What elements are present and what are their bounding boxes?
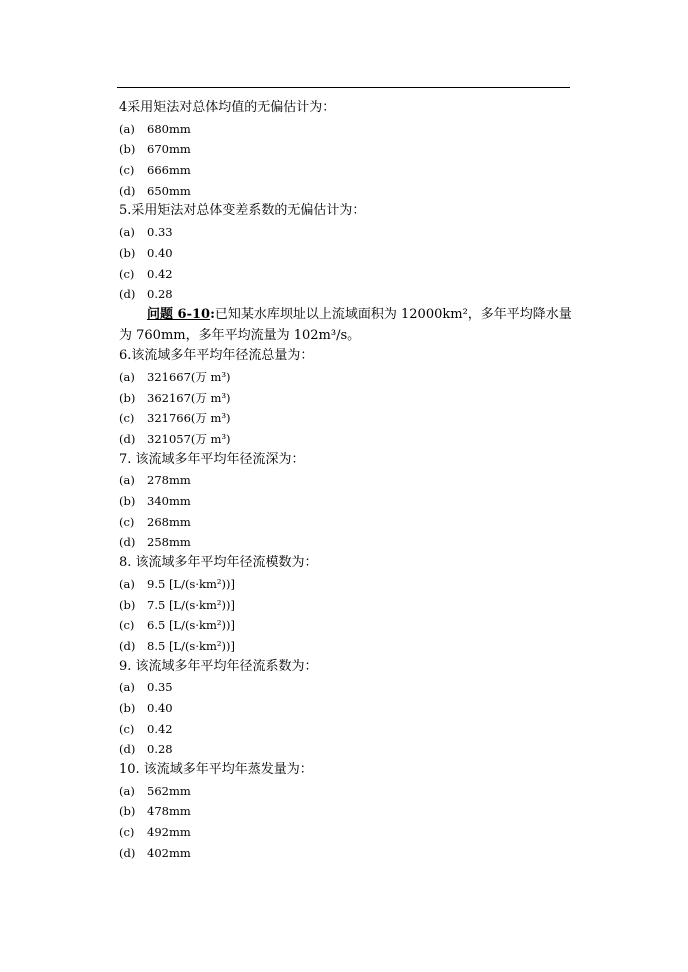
question-10-stem: 10. 该流域多年平均年蒸发量为：: [119, 762, 313, 778]
option-text: 402mm: [147, 845, 191, 860]
question-4-option-c: [119, 160, 575, 181]
option-label: (c): [119, 163, 135, 178]
option-text: 362167(万 m³): [147, 390, 231, 405]
question-6-stem: 6.该流域多年平均年径流总量为：: [119, 348, 314, 364]
question-9-stem: 9. 该流域多年平均年径流系数为：: [119, 658, 318, 674]
question-5-option-a: [119, 222, 575, 243]
option-text: 8.5 [L/(s·km²))]: [147, 638, 235, 653]
problem-title: 问题 6-10: [147, 306, 211, 322]
option-label: (b): [119, 245, 136, 260]
question-6-option-a: [119, 367, 575, 388]
option-text: 0.40: [147, 700, 173, 715]
option-label: (b): [119, 700, 136, 715]
option-label: (c): [119, 618, 135, 633]
option-text: 321667(万 m³): [147, 369, 231, 384]
option-label: (d): [119, 287, 136, 302]
option-label: (c): [119, 411, 135, 426]
option-label: (a): [119, 225, 135, 240]
option-text: 7.5 [L/(s·km²))]: [147, 597, 235, 612]
question-8-option-d: [119, 636, 575, 657]
question-5-option-d: [119, 284, 575, 305]
option-text: 666mm: [147, 163, 191, 178]
option-text: 0.28: [147, 287, 173, 302]
question-6-option-c: [119, 408, 575, 429]
option-label: (c): [119, 266, 135, 281]
option-label: (b): [119, 390, 136, 405]
option-text: 268mm: [147, 514, 191, 529]
question-9-option-b: [119, 698, 575, 719]
question-4-option-d: [119, 181, 575, 202]
option-label: (b): [119, 142, 136, 157]
question-5-option-c: [119, 264, 575, 285]
option-text: 321766(万 m³): [147, 411, 231, 426]
question-10-option-a: [119, 781, 575, 802]
question-9-option-d: [119, 739, 575, 760]
question-10-option-b: [119, 801, 575, 822]
header-rule: [117, 87, 570, 88]
option-label: (d): [119, 845, 136, 860]
question-7-option-a: [119, 470, 575, 491]
option-text: 492mm: [147, 825, 191, 840]
option-text: 258mm: [147, 535, 191, 550]
option-label: (b): [119, 804, 136, 819]
question-8-stem: 8. 该流域多年平均年径流模数为：: [119, 555, 318, 571]
question-4-option-b: [119, 139, 575, 160]
option-label: (a): [119, 576, 135, 591]
problem-colon: :: [210, 306, 215, 322]
option-label: (a): [119, 121, 135, 136]
option-label: (c): [119, 721, 135, 736]
question-4-stem: 4采用矩法对总体均值的无偏估计为：: [119, 100, 336, 115]
option-text: 670mm: [147, 142, 191, 157]
option-text: 650mm: [147, 183, 191, 198]
question-4-option-a: [119, 119, 575, 140]
question-9-option-c: [119, 719, 575, 740]
option-text: 680mm: [147, 121, 191, 136]
option-label: (d): [119, 432, 136, 447]
option-label: (a): [119, 473, 135, 488]
question-10-option-c: [119, 822, 575, 843]
option-text: 0.33: [147, 225, 173, 240]
option-text: 321057(万 m³): [147, 432, 231, 447]
option-label: (d): [119, 638, 136, 653]
option-text: 0.42: [147, 266, 173, 281]
option-label: (c): [119, 825, 135, 840]
option-text: 0.35: [147, 680, 173, 695]
question-9-option-a: [119, 677, 575, 698]
option-label: (a): [119, 369, 135, 384]
option-text: 0.42: [147, 721, 173, 736]
question-7-stem: 7. 该流域多年平均年径流深为：: [119, 451, 305, 467]
option-text: 340mm: [147, 494, 191, 509]
option-label: (b): [119, 597, 136, 612]
question-8-option-b: [119, 595, 575, 616]
option-label: (d): [119, 535, 136, 550]
option-label: (d): [119, 183, 136, 198]
option-label: (a): [119, 783, 135, 798]
option-text: 0.28: [147, 742, 173, 757]
question-7-option-b: [119, 491, 575, 512]
option-text: 478mm: [147, 804, 191, 819]
question-6-option-d: [119, 429, 575, 450]
problem-body: 已知某水库坝址以上流域面积为 12000km²，多年平均降水量为 760mm，多年平均流量为 102m³/s。: [119, 306, 572, 343]
option-label: (b): [119, 494, 136, 509]
question-5-stem: 5.采用矩法对总体变差系数的无偏估计为：: [119, 203, 366, 219]
question-8-option-c: [119, 615, 575, 636]
problem-statement: [119, 305, 575, 346]
question-10-option-d: [119, 843, 575, 864]
option-text: 0.40: [147, 245, 173, 260]
option-text: 278mm: [147, 473, 191, 488]
option-text: 9.5 [L/(s·km²))]: [147, 576, 235, 591]
question-5-option-b: [119, 243, 575, 264]
question-8-option-a: [119, 574, 575, 595]
option-text: 6.5 [L/(s·km²))]: [147, 618, 235, 633]
option-label: (a): [119, 680, 135, 695]
document-body: [119, 98, 575, 863]
question-7-option-d: [119, 532, 575, 553]
option-label: (c): [119, 514, 135, 529]
question-6-option-b: [119, 388, 575, 409]
option-label: (d): [119, 742, 136, 757]
option-text: 562mm: [147, 783, 191, 798]
question-7-option-c: [119, 512, 575, 533]
